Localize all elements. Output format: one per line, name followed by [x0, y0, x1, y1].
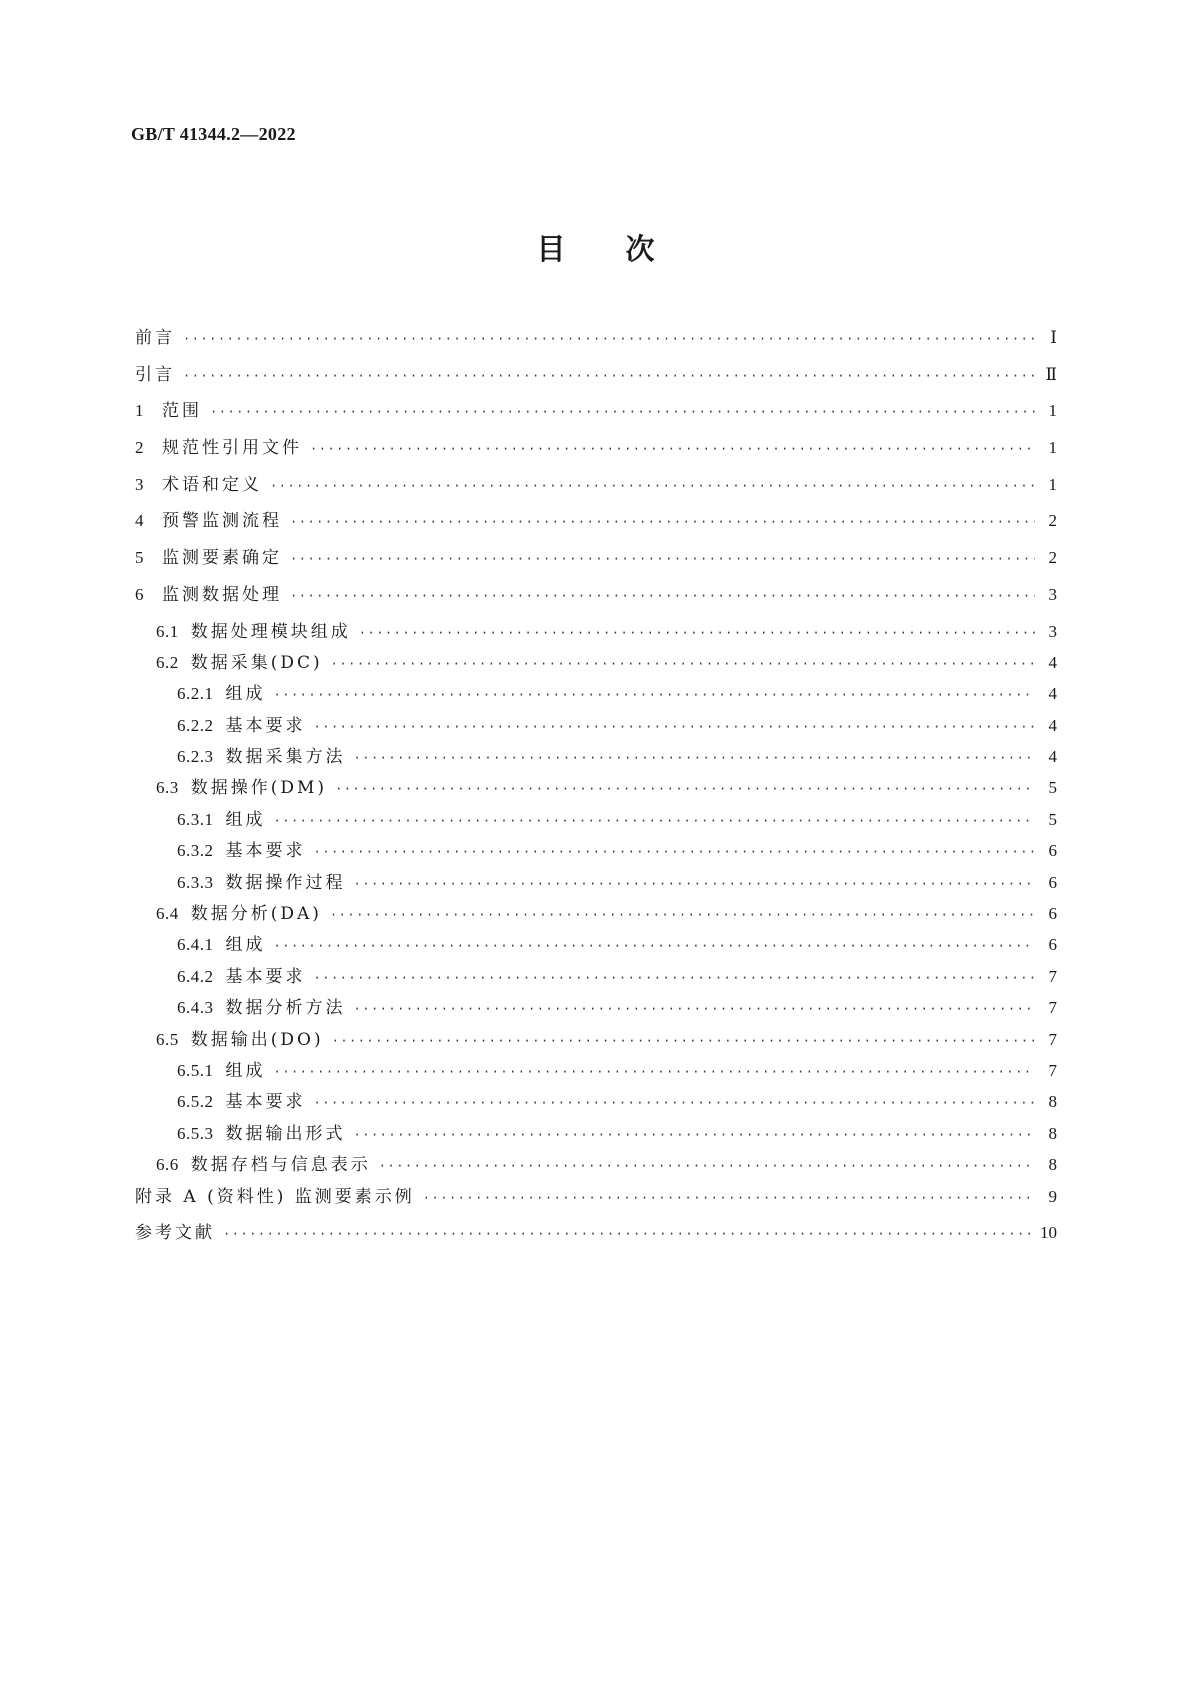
- dot-leader: [423, 1188, 1035, 1208]
- toc-entry[interactable]: [135, 841, 1057, 872]
- toc-entry-number: 6.1: [156, 621, 179, 641]
- dot-leader: [310, 439, 1035, 459]
- toc-entry-number: 3: [135, 474, 144, 494]
- toc-entry[interactable]: [135, 967, 1057, 998]
- toc-entry-page: Ⅰ: [1050, 328, 1057, 347]
- toc-entry-label: 引言: [135, 364, 175, 385]
- toc-entry[interactable]: [135, 511, 1057, 548]
- toc-entry-label: 数据处理模块组成: [190, 621, 351, 642]
- dot-leader: [331, 654, 1035, 674]
- toc-entry[interactable]: [135, 438, 1057, 475]
- dot-leader: [314, 968, 1036, 988]
- toc-entry-label: 数据存档与信息表示: [190, 1155, 371, 1176]
- toc-entry-label: 基本要求: [225, 1092, 306, 1113]
- toc-entry-label: 数据操作过程: [225, 872, 346, 893]
- toc-entry-label: 参考文献: [135, 1223, 215, 1244]
- toc-entry-page: 2: [1048, 548, 1057, 568]
- dot-leader: [332, 1031, 1035, 1051]
- toc-entry[interactable]: [135, 1155, 1057, 1186]
- toc-entry-number: 6.4.2: [177, 966, 214, 986]
- toc-entry[interactable]: [135, 904, 1057, 935]
- toc-entry-number: 6.3.3: [177, 872, 214, 892]
- toc-entry-label: 组成: [225, 1060, 266, 1081]
- page-title: 目次: [536, 232, 715, 266]
- dot-leader: [270, 476, 1035, 496]
- dot-leader: [183, 366, 1035, 386]
- toc-entry-page: 5: [1048, 809, 1057, 829]
- toc-entry-page: 4: [1048, 715, 1057, 735]
- toc-entry-label: 监测要素确定: [162, 548, 282, 569]
- dot-leader: [274, 936, 1036, 956]
- toc-entry-page: 1: [1048, 438, 1057, 458]
- toc-entry-number: 1: [135, 401, 144, 421]
- toc-entry-label: 数据采集(DC): [190, 652, 323, 673]
- toc-entry[interactable]: [135, 401, 1057, 438]
- toc-entry-number: 6.5: [156, 1029, 179, 1049]
- toc-entry-page: 8: [1048, 1092, 1057, 1112]
- toc-entry-number: 6.2.2: [177, 715, 214, 735]
- toc-entry[interactable]: [135, 684, 1057, 715]
- toc-entry-label: 组成: [225, 935, 266, 956]
- dot-leader: [379, 1156, 1035, 1176]
- toc-entry-number: 6.5.2: [177, 1092, 214, 1112]
- dot-leader: [314, 842, 1036, 862]
- toc-entry-page: 7: [1048, 1029, 1057, 1049]
- toc-entry-page: 2: [1048, 511, 1057, 531]
- toc-entry[interactable]: [135, 998, 1057, 1029]
- toc-entry-number: 6.3: [156, 778, 179, 798]
- toc-entry[interactable]: [135, 365, 1057, 402]
- toc-entry-page: 7: [1048, 998, 1057, 1018]
- toc-entry[interactable]: [135, 935, 1057, 966]
- toc-entry-label: 前言: [135, 328, 175, 348]
- dot-leader: [274, 685, 1036, 705]
- toc-entry-page: 3: [1048, 621, 1057, 641]
- toc-entry-page: 4: [1048, 684, 1057, 704]
- toc-entry-number: 6.2.1: [177, 684, 214, 704]
- toc-entry-number: 6.3.2: [177, 841, 214, 861]
- dot-leader: [335, 779, 1035, 799]
- toc-entry[interactable]: [135, 716, 1057, 747]
- toc-entry-page: 7: [1048, 1060, 1057, 1080]
- toc-entry-number: 5: [135, 548, 144, 568]
- toc-entry[interactable]: [135, 778, 1057, 809]
- toc-entry-label: 基本要求: [225, 966, 306, 987]
- toc-entry-page: 6: [1048, 904, 1057, 924]
- toc-entry-page: 8: [1048, 1155, 1057, 1175]
- toc-entry[interactable]: [135, 747, 1057, 778]
- toc-entry-page: 6: [1048, 935, 1057, 955]
- toc-entry-label: 预警监测流程: [162, 511, 282, 532]
- dot-leader: [290, 549, 1035, 569]
- toc-entry-label: 范围: [162, 401, 202, 422]
- toc-entry-number: 6.2: [156, 652, 179, 672]
- toc-entry-label: 数据输出形式: [225, 1123, 346, 1144]
- toc-entry-page: 6: [1048, 841, 1057, 861]
- dot-leader: [183, 329, 1035, 349]
- toc-entry-label: 基本要求: [225, 715, 306, 736]
- toc-entry-page: 6: [1048, 872, 1057, 892]
- toc-entry[interactable]: [135, 475, 1057, 512]
- dot-leader: [354, 999, 1036, 1019]
- toc-entry[interactable]: [135, 810, 1057, 841]
- toc-entry-page: 7: [1048, 966, 1057, 986]
- dot-leader: [290, 512, 1035, 532]
- toc-entry[interactable]: [135, 1092, 1057, 1123]
- toc-entry-number: 6.5.1: [177, 1060, 214, 1080]
- toc-entry-number: 6.4.1: [177, 935, 214, 955]
- dot-leader: [314, 717, 1036, 737]
- dot-leader: [354, 874, 1036, 894]
- toc-entry[interactable]: [135, 1223, 1057, 1260]
- toc-entry-number: 6.5.3: [177, 1123, 214, 1143]
- toc-entry[interactable]: [135, 1124, 1057, 1155]
- dot-leader: [274, 811, 1036, 831]
- toc-entry-label: 术语和定义: [162, 474, 262, 495]
- dot-leader: [223, 1224, 1032, 1244]
- toc-entry[interactable]: [135, 585, 1057, 622]
- toc-entry-page: 4: [1048, 652, 1057, 672]
- toc-entry[interactable]: [135, 873, 1057, 904]
- toc-entry-number: 4: [135, 511, 144, 531]
- toc-entry[interactable]: [135, 622, 1057, 653]
- toc-entry-page: 8: [1048, 1123, 1057, 1143]
- toc-entry-label: 数据分析方法: [225, 998, 346, 1019]
- toc-entry-page: 5: [1048, 778, 1057, 798]
- toc-entry-number: 2: [135, 438, 144, 458]
- dot-leader: [330, 905, 1035, 925]
- toc-entry-label: 数据采集方法: [225, 747, 346, 768]
- toc-entry-number: 6: [135, 584, 144, 604]
- toc-entry-number: 6.2.3: [177, 747, 214, 767]
- toc-entry-page: 3: [1048, 584, 1057, 604]
- toc-entry-number: 6.4.3: [177, 998, 214, 1018]
- toc-entry-label: 基本要求: [225, 841, 306, 862]
- toc-entry-label: 数据分析(DA): [190, 904, 322, 925]
- standard-code: GB/T 41344.2—2022: [131, 124, 296, 144]
- dot-leader: [314, 1093, 1036, 1113]
- toc-entry[interactable]: [135, 328, 1057, 365]
- toc-entry-label: 组成: [225, 809, 266, 830]
- dot-leader: [274, 1062, 1036, 1082]
- table-of-contents: [135, 328, 1057, 1260]
- toc-entry-label: 规范性引用文件: [162, 438, 302, 459]
- toc-entry-page: 9: [1048, 1186, 1057, 1206]
- toc-entry-page: 1: [1048, 474, 1057, 494]
- toc-entry[interactable]: [135, 1187, 1057, 1224]
- toc-entry-label: 附录 A (资料性) 监测要素示例: [135, 1186, 415, 1207]
- toc-entry-label: 数据操作(DM): [190, 778, 328, 799]
- toc-entry-page: 10: [1040, 1223, 1057, 1243]
- dot-leader: [210, 402, 1035, 422]
- dot-leader: [359, 623, 1035, 643]
- dot-leader: [354, 1125, 1036, 1145]
- toc-entry-label: 数据输出(DO): [190, 1029, 324, 1050]
- toc-entry[interactable]: [135, 1061, 1057, 1092]
- toc-entry-number: 6.3.1: [177, 809, 214, 829]
- dot-leader: [290, 586, 1035, 606]
- toc-entry[interactable]: [135, 1030, 1057, 1061]
- toc-entry-page: 4: [1048, 747, 1057, 767]
- toc-entry-page: 1: [1048, 401, 1057, 421]
- toc-entry[interactable]: [135, 653, 1057, 684]
- toc-entry-label: 监测数据处理: [162, 584, 282, 605]
- dot-leader: [354, 748, 1036, 768]
- toc-entry-number: 6.6: [156, 1155, 179, 1175]
- toc-entry-number: 6.4: [156, 904, 179, 924]
- toc-entry[interactable]: [135, 548, 1057, 585]
- toc-entry-label: 组成: [225, 684, 266, 705]
- toc-entry-page: Ⅱ: [1045, 364, 1057, 384]
